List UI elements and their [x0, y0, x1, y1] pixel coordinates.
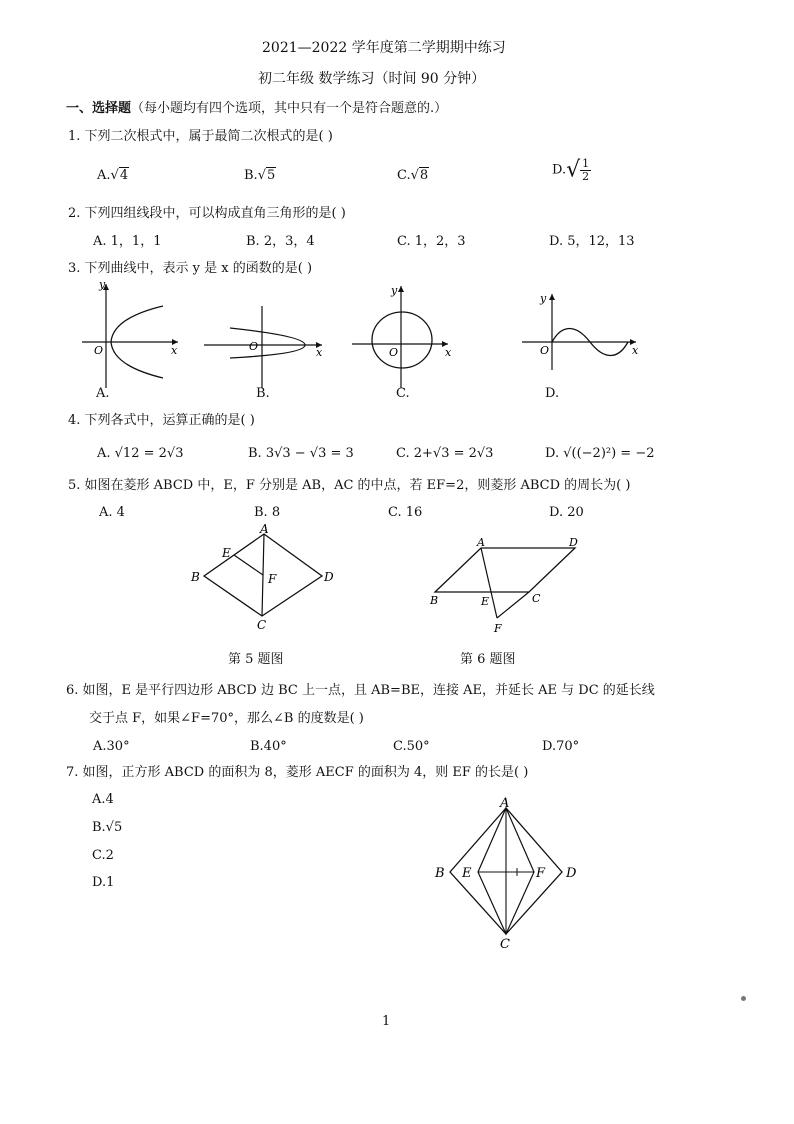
q1-option-a: A.√4 [97, 168, 129, 183]
q6-option-b: B.40° [250, 739, 287, 754]
q1-option-b: B.√5 [244, 168, 276, 183]
q7-option-c: C.2 [92, 848, 114, 863]
graph-b-x-label: x [316, 346, 323, 359]
q1-option-b-label: B. [244, 168, 258, 183]
fig7-label-c: C [500, 937, 510, 952]
q6-option-d: D.70° [542, 739, 580, 754]
graph-a-origin: O [94, 344, 104, 357]
graph-c-circle [372, 312, 432, 368]
q4-option-b: B. 3√3 − √3 = 3 [248, 446, 354, 461]
q3-option-c: C. [396, 386, 410, 401]
fig7-label-e: E [462, 866, 472, 881]
fig6-label-b: B [430, 594, 439, 607]
q5-option-d: D. 20 [549, 505, 584, 520]
graph-a-y-label: y [99, 278, 106, 291]
graph-c-x-label: x [445, 346, 452, 359]
q2-option-b: B. 2，3，4 [246, 234, 315, 249]
graph-a-x-label: x [171, 344, 178, 357]
figure-5-caption: 第 5 题图 [228, 652, 284, 667]
question-1-text: 1. 下列二次根式中，属于最简二次根式的是( ) [68, 129, 333, 144]
q5-option-b: B. 8 [254, 505, 281, 520]
fig7-label-f: F [536, 866, 546, 881]
q1-option-d-fraction [580, 158, 591, 183]
graph-c-y-arrow [398, 286, 404, 292]
q7-option-a: A.4 [92, 792, 114, 807]
q1-option-b-radicand: 5 [266, 168, 276, 183]
q6-option-a: A.30° [93, 739, 130, 754]
section-note: （每小题均有四个选项，其中只有一个是符合题意的.） [131, 101, 448, 116]
fig6-label-c: C [532, 592, 541, 605]
q4-option-c: C. 2+√3 = 2√3 [396, 446, 494, 461]
q1-option-d: D.√ $\frac{1}{2}$ [552, 157, 590, 183]
q2-option-d: D. 5，12，13 [549, 234, 635, 249]
figure-6 [425, 534, 595, 644]
segment-ef [234, 555, 263, 575]
section-heading-label: 一、选择题 [66, 101, 132, 116]
fig5-label-c: C [257, 618, 267, 632]
section-heading [66, 101, 447, 117]
graph-d-x-label: x [632, 344, 639, 357]
q4-option-d: D. √((−2)²) = −2 [545, 446, 655, 461]
graph-b-curve [230, 328, 305, 358]
graph-d-y-label: y [540, 292, 547, 305]
fig5-label-f: F [268, 572, 277, 586]
question-5-text: 5. 如图在菱形 ABCD 中，E，F 分别是 AB，AC 的中点，若 EF=2，则菱形 ABCD 的周长为( ) [68, 478, 631, 493]
fig7-label-b: B [435, 866, 445, 881]
question-6-text-line-1: 6. 如图，E 是平行四边形 ABCD 边 BC 上一点，且 AB=BE，连接 AE，并延长 AE 与 DC 的延长线 [66, 683, 655, 698]
graph-a [78, 276, 188, 396]
fig5-label-b: B [191, 570, 200, 584]
q7-option-b: B.√5 [92, 820, 123, 835]
fig5-label-e: E [222, 546, 231, 560]
figure-5 [188, 522, 348, 636]
graph-c-origin: O [389, 346, 399, 359]
fig6-label-f: F [494, 622, 502, 635]
q3-option-a: A. [96, 386, 110, 401]
fig6-label-d: D [569, 536, 578, 549]
graph-d-origin: O [540, 344, 550, 357]
question-7-text: 7. 如图，正方形 ABCD 的面积为 8，菱形 AECF 的面积为 4，则 EF 的长是( ) [66, 765, 529, 780]
q3-option-b: B. [256, 386, 270, 401]
question-4-text: 4. 下列各式中，运算正确的是( ) [68, 413, 255, 428]
figure-7 [430, 796, 590, 951]
q4-option-a: A. √12 = 2√3 [97, 446, 184, 461]
fig6-label-e: E [481, 595, 490, 608]
fraction-numerator: 1 [582, 157, 590, 170]
q2-option-a: A. 1，1，1 [93, 234, 162, 249]
scan-speck [741, 996, 746, 1001]
segment-cf [497, 592, 529, 618]
q3-option-d: D. [545, 386, 560, 401]
page-subtitle: 初二年级 数学练习（时间 90 分钟） [258, 71, 486, 87]
graph-b [200, 276, 330, 396]
page-number: 1 [382, 1014, 391, 1029]
fig5-label-d: D [324, 570, 334, 584]
fig7-label-d: D [566, 866, 577, 881]
fig7-label-a: A [500, 796, 510, 811]
graph-d [518, 276, 648, 396]
question-6-text-line-2: 交于点 F，如果∠F=70°，那么∠B 的度数是( ) [89, 711, 364, 726]
q7-option-d: D.1 [92, 875, 115, 890]
q1-option-d-label: D. [552, 162, 567, 178]
q2-option-c: C. 1，2，3 [397, 234, 466, 249]
question-2-text: 2. 下列四组线段中，可以构成直角三角形的是( ) [68, 206, 346, 221]
parallelogram-abcd [435, 548, 575, 592]
page-title: 2021—2022 学年度第二学期期中练习 [262, 40, 506, 56]
figure-6-caption: 第 6 题图 [460, 652, 516, 667]
graph-c-y-label: y [391, 284, 398, 297]
fig6-label-a: A [477, 536, 485, 549]
fig5-label-a: A [260, 522, 269, 536]
q1-option-c: C.√8 [397, 168, 429, 183]
q1-option-a-radicand: 4 [119, 168, 129, 183]
q5-option-c: C. 16 [388, 505, 423, 520]
graph-c [348, 276, 458, 396]
q1-option-a-label: A. [97, 168, 111, 183]
q1-option-c-radicand: 8 [419, 168, 429, 183]
fraction-denominator: 2 [582, 170, 590, 183]
q5-option-a: A. 4 [99, 505, 125, 520]
graph-b-origin: O [249, 340, 259, 353]
graph-d-y-arrow [549, 294, 555, 300]
q1-option-c-label: C. [397, 168, 411, 183]
question-3-text: 3. 下列曲线中，表示 y 是 x 的函数的是( ) [68, 261, 313, 276]
q6-option-c: C.50° [393, 739, 430, 754]
